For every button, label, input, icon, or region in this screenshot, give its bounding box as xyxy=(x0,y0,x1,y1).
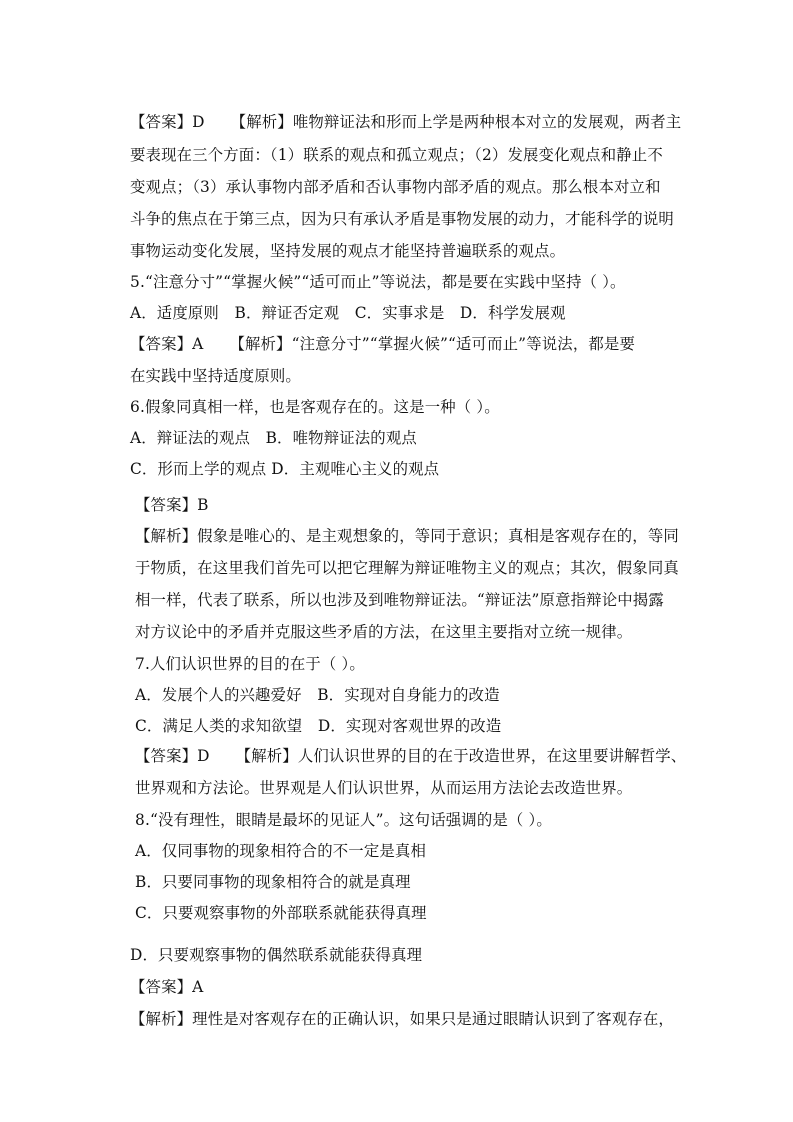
option-8c: C．只要观察事物的外部联系就能获得真理 xyxy=(135,904,427,922)
text-line: 在实践中坚持适度原则。 xyxy=(130,367,301,385)
text-line: 事物运动变化发展，坚持发展的观点才能坚持普遍联系的观点。 xyxy=(130,242,566,260)
analysis-text: 【解析】唯物辩证法和形而上学是两种根本对立的发展观，两者主 xyxy=(230,113,682,131)
answer-line-7 xyxy=(135,746,686,766)
text-line: 变观点；（3）承认事物内部矛盾和否认事物内部矛盾的观点。那么根本对立和 xyxy=(130,178,661,196)
options-5: A．适度原则 B．辩证否定观 C．实事求是 D．科学发展观 xyxy=(130,304,566,322)
text-line: 要表现在三个方面：（1）联系的观点和孤立观点；（2）发展变化观点和静止不 xyxy=(130,146,663,164)
answer-label: 【答案】D xyxy=(135,747,210,765)
option-8b: B．只要同事物的现象相符合的就是真理 xyxy=(135,873,411,891)
question-5: 5.“注意分寸”“掌握火候”“适可而止”等说法，都是要在实践中坚持（ ）。 xyxy=(130,273,626,291)
answer-line-4 xyxy=(130,112,681,132)
option-8d: D．只要观察事物的偶然联系就能获得真理 xyxy=(130,946,423,964)
options-7-line-2: C．满足人类的求知欲望 D．实现对客观世界的改造 xyxy=(135,717,502,735)
options-6-line-2: C．形而上学的观点 D．主观唯心主义的观点 xyxy=(130,460,440,478)
analysis-text: 【解析】人们认识世界的目的在于改造世界，在这里要讲解哲学、 xyxy=(235,747,687,765)
answer-6: 【答案】B xyxy=(135,496,209,514)
text-line: 斗争的焦点在于第三点，因为只有承认矛盾是事物发展的动力，才能科学的说明 xyxy=(130,210,674,228)
analysis-text: 【解析】“注意分寸”“掌握火候”“适可而止”等说法，都是要 xyxy=(229,335,635,353)
question-7: 7.人们认识世界的目的在于（ ）。 xyxy=(135,655,365,673)
text-line: 对方议论中的矛盾并克服这些矛盾的方法，在这里主要指对立统一规律。 xyxy=(135,623,633,641)
analysis-8: 【解析】理性是对客观存在的正确认识，如果只是通过眼睛认识到了客观存在， xyxy=(130,1010,674,1028)
text-line: 于物质，在这里我们首先可以把它理解为辩证唯物主义的观点；其次，假象同真 xyxy=(135,559,679,577)
question-8: 8.“没有理性，眼睛是最坏的见证人”。这句话强调的是（ ）。 xyxy=(135,811,552,829)
answer-line-5 xyxy=(130,334,635,354)
options-6-line-1: A．辩证法的观点 B．唯物辩证法的观点 xyxy=(130,429,417,447)
text-line: 世界观和方法论。世界观是人们认识世界，从而运用方法论去改造世界。 xyxy=(135,779,633,797)
answer-8: 【答案】A xyxy=(130,978,204,996)
options-7-line-1: A．发展个人的兴趣爱好 B．实现对自身能力的改造 xyxy=(135,686,500,704)
text-line: 相一样，代表了联系，所以也涉及到唯物辩证法。“辩证法”原意指辩论中揭露 xyxy=(135,591,664,609)
answer-label: 【答案】D xyxy=(130,113,205,131)
option-8a: A．仅同事物的现象相符合的不一定是真相 xyxy=(135,842,426,860)
answer-label: 【答案】A xyxy=(130,335,204,353)
question-6: 6.假象同真相一样，也是客观存在的。这是一种（ ）。 xyxy=(130,398,500,416)
analysis-6: 【解析】假象是唯心的、是主观想象的，等同于意识；真相是客观存在的，等同 xyxy=(135,527,679,545)
